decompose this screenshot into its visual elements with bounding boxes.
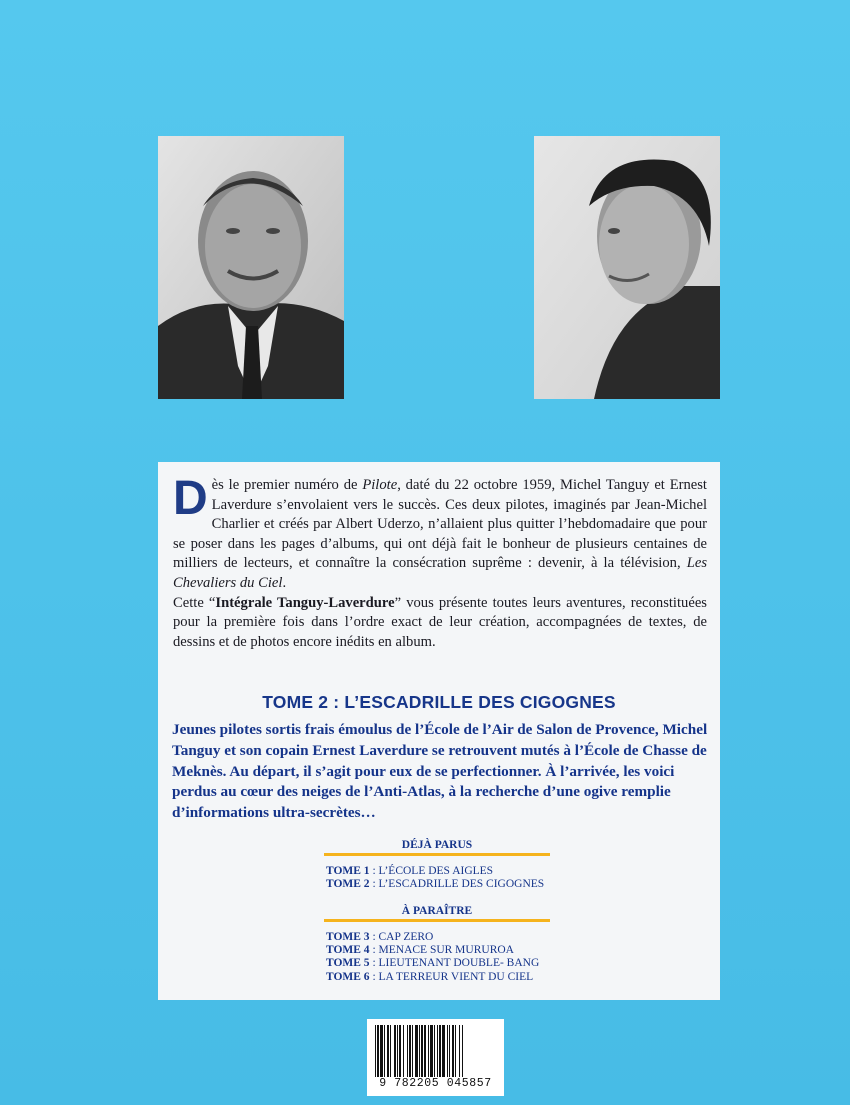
intro-paragraph-2 [173,594,707,653]
dropcap: D [173,472,208,525]
pilote-title: Pilote [362,477,398,493]
tome-summary: Jeunes pilotes sortis frais émoulus de l’École de l’Air de Salon de Provence, Michel Tanguy et son copain Ernest Laverdure se retrouvent mutés à l’École de Chasse de Meknès. Au départ, il s’agit pour eux de se perfectionner. À l’arrivée, les voici perdus au cœur des neiges de l’Anti-Atlas, à la recherche d’une ogive remplie d’informations ultra-secrètes… [172,721,708,822]
author-portrait-right [534,136,720,399]
a-paraitre-rule [324,919,550,922]
tome-title: TOME 2 : L’ESCADRILLE DES CIGOGNES [262,692,616,712]
intro-text [173,472,707,652]
portrait-photo-icon [158,136,344,399]
intro-text-e: ” vous présente toutes leurs aventures, reconstituées pour la première fois dans l’ordre exact de leur création, accompagnées de textes, de dessins et de photos encore inédits en album. [173,594,707,650]
barcode-label [367,1019,504,1096]
tv-series-title: Les Chevaliers du Ciel [173,555,707,591]
intro-paragraph-1 [173,472,707,594]
intro-text-b: , daté du 22 octobre 1959, Michel Tanguy et Ernest Laverdure s’envolaient vers le succès. Ces deux pilotes, imaginés par Jean-Michel Charlier et créés par Albert Uderzo, n’allaient plus quitter l’hebdomadaire que pour se poser dans les pages d’albums, qui ont déjà fait le bonheur de plusieurs centaines de milliers de lecteurs, et connaître la consécration suprême : devenir, à la télévision, [173,477,707,572]
list-item: TOME 1 : L’ÉCOLE DES AIGLES [326,865,494,877]
barcode-icon [375,1025,496,1077]
list-item: TOME 4 : MENACE SUR MURUROA [326,944,514,957]
deja-parus-list [326,865,544,891]
author-portrait-left [158,136,344,399]
list-item: TOME 2 : L’ESCADRILLE DES CIGOGNES [326,878,545,891]
portrait-photo-icon [534,136,720,399]
list-item: TOME 5 : LIEUTENANT DOUBLE- BANG [326,957,540,970]
deja-parus-rule [324,853,550,856]
intro-text-a: ès le premier numéro de [211,477,363,493]
intro-text-d: Cette “ [173,594,216,611]
isbn-digits: 9 782205 045857 [379,1077,492,1090]
a-paraitre-heading: À PARAÎTRE [401,905,473,917]
integrale-name: Intégrale Tanguy-Laverdure [215,594,395,611]
list-item: TOME 3 : CAP ZERO [326,931,434,943]
list-item: TOME 6 : LA TERREUR VIENT DU CIEL [326,970,534,983]
a-paraitre-list [326,931,539,984]
intro-text-c: . [282,574,287,591]
deja-parus-heading: DÉJÀ PARUS [401,839,473,851]
text-panel [158,462,720,1000]
